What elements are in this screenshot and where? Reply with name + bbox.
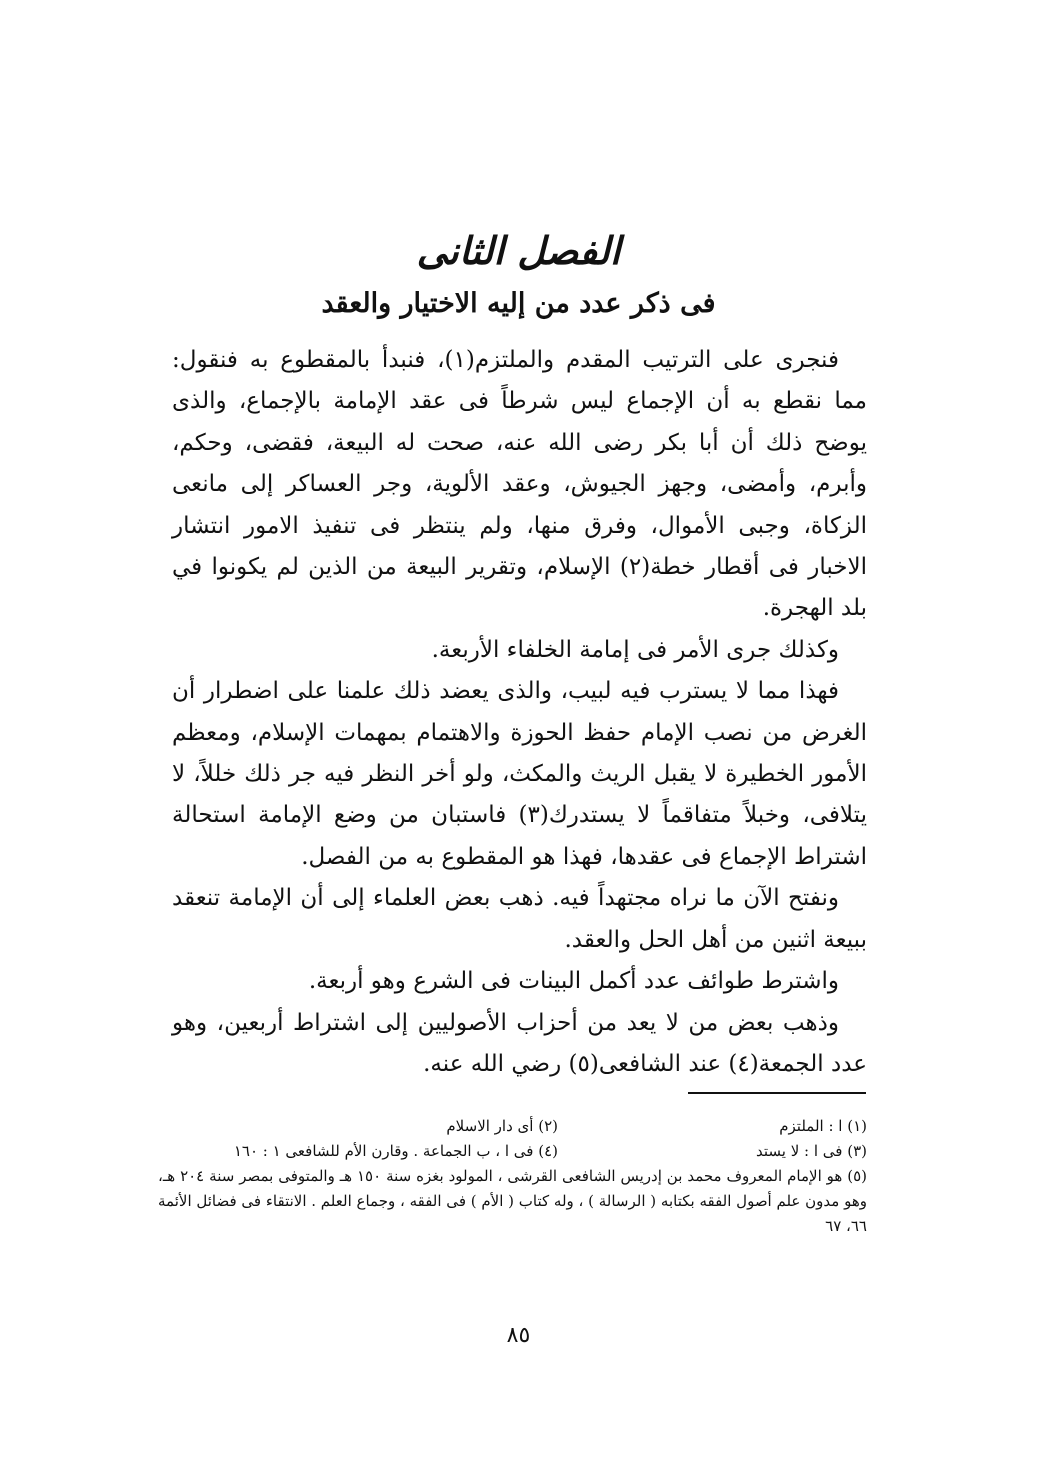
footnote-3: (٣) فى ا : لا يستد <box>755 1142 867 1160</box>
paragraph: وكذلك جرى الأمر فى إمامة الخلفاء الأربعة. <box>431 636 839 663</box>
footnote-5: (٥) هو الإمام المعروف محمد بن إدريس الشافعى القرشى ، المولود بغزه سنة ١٥٠ هـ والمتوفى بمصر سنة ٢٠٤ هـ، وهو مدون علم أصول الفقه بكتابه ( الرسالة ) ، وله كتاب ( الأم ) فى الفقه ، وجماع العلم . الانتقاء فى فضائل الأئمة ٦٦، ٦٧ <box>158 1167 867 1235</box>
paragraph: ونفتح الآن ما نراه مجتهداً فيه. ذهب بعض العلماء إلى أن الإمامة تنعقد ببيعة اثنين من أهل الحل والعقد. <box>172 885 867 953</box>
footnote-2: (٢) أى دار الاسلام <box>446 1117 558 1135</box>
paragraph: فنجرى على الترتيب المقدم والملتزم(١)، فنبدأ بالمقطوع به فنقول: مما نقطع به أن الإجماع ليس شرطاً فى عقد الإمامة بالإجماع، والذى يوضح ذلك أن أبا بكر رضى الله عنه، صحت له البيعة، فقضى، وحكم، وأبرم، وأمضى، وجهز الجيوش، وعقد الألوية، وجر العساكر إلى مانعى الزكاة، وجبى الأموال، وفرق منها، ولم ينتظر فى تنفيذ الامور انتشار الاخبار فى أقطار خطة(٢) الإسلام، وتقرير البيعة من الذين لم يكونوا في بلد الهجرة. <box>172 347 867 622</box>
paragraph: وذهب بعض من لا يعد من أحزاب الأصوليين إلى اشتراط أربعين، وهو عدد الجمعة(٤) عند الشافعى(٥) رضي الله عنه. <box>172 1009 867 1077</box>
paragraph: واشترط طوائف عدد أكمل البينات فى الشرع وهو أربعة. <box>308 968 839 995</box>
chapter-subtitle: فى ذكر عدد من إليه الاختيار والعقد <box>321 288 716 319</box>
paragraph: فهذا مما لا يسترب فيه لبيب، والذى يعضد ذلك علمنا على اضطرار أن الغرض من نصب الإمام حفظ الحوزة والاهتمام بمهمات الإسلام، ومعظم الأمور الخطيرة لا يقبل الريث والمكث، ولو أخر النظر فيه جر ذلك خللاً، لا يتلافى، وخبلاً متفاقماً لا يستدرك(٣) فاستبان من وضع الإمامة استحالة اشتراط الإجماع فى عقدها، فهذا هو المقطوع به من الفصل. <box>172 678 867 870</box>
chapter-title: الفصل الثانى <box>416 228 621 273</box>
footnote-divider <box>688 1092 866 1094</box>
footnote-row <box>158 1114 867 1139</box>
footnote-4: (٤) فى ا ، ب الجماعة . وقارن الأم للشافعى ١ : ١٦٠ <box>233 1142 558 1160</box>
page-number: ٨٥ <box>506 1323 531 1348</box>
footnote-1: (١) ا : الملتزم <box>779 1117 867 1135</box>
footnote-row <box>158 1139 867 1164</box>
footnotes <box>158 1114 867 1239</box>
body-text <box>172 340 867 1085</box>
